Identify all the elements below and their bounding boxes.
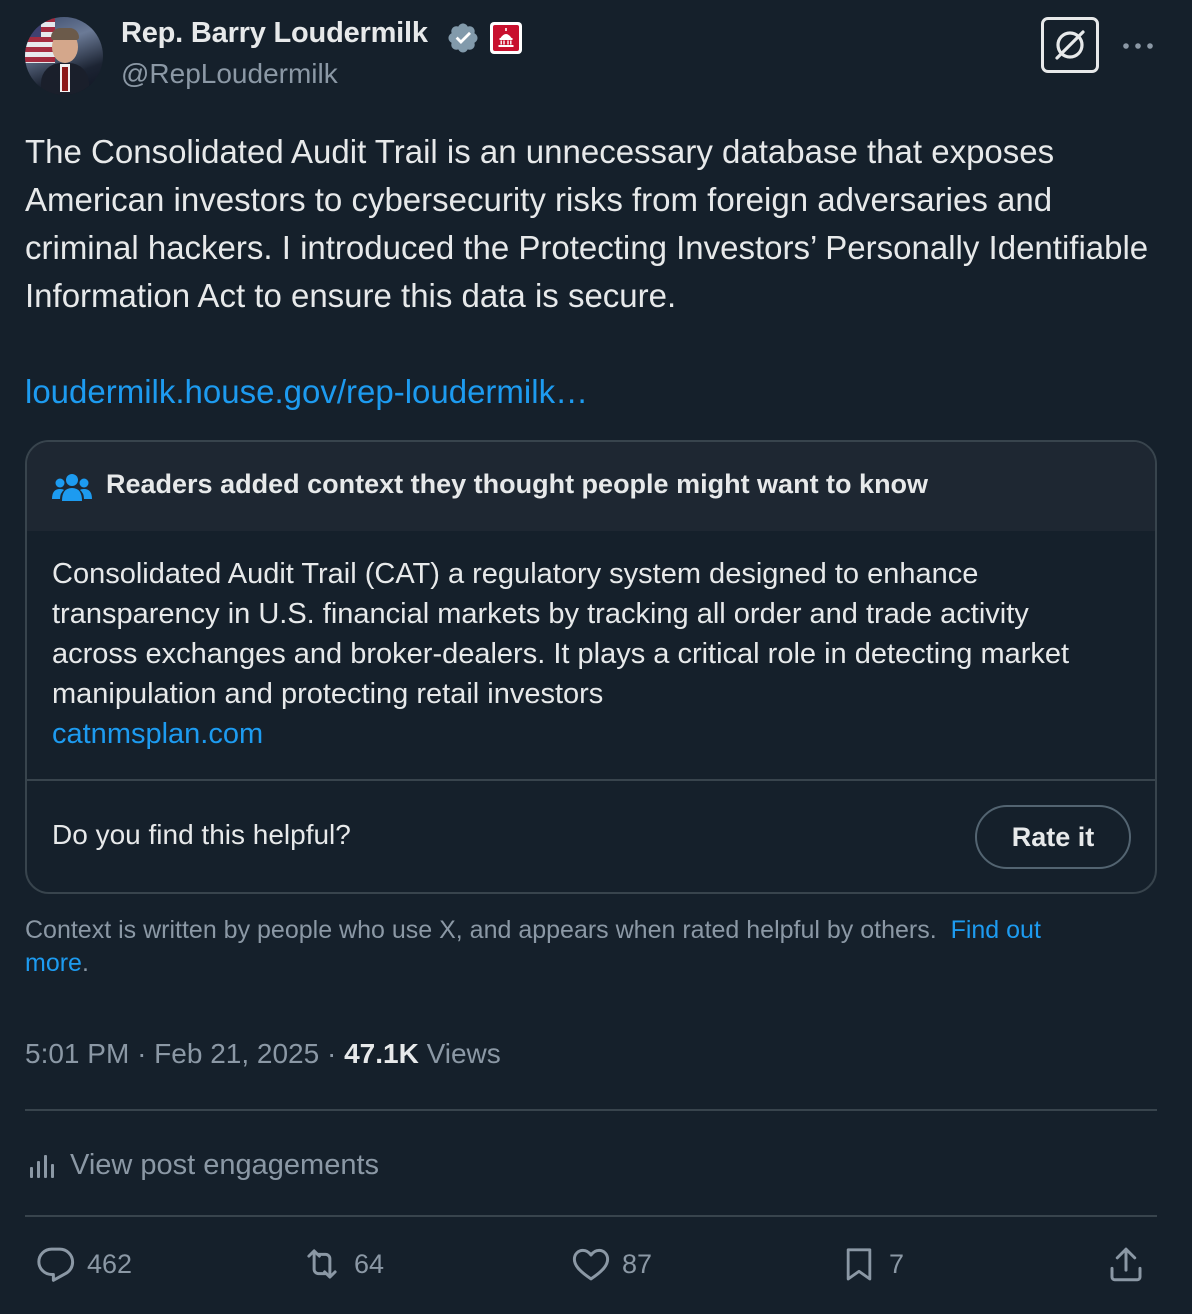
context-disclaimer xyxy=(25,914,1135,980)
community-note-header xyxy=(27,442,1155,531)
more-options-button[interactable] xyxy=(1118,28,1158,64)
post-meta xyxy=(25,1038,501,1070)
rate-it-button[interactable]: Rate it xyxy=(975,805,1131,869)
helpful-question: Do you find this helpful? xyxy=(52,819,351,850)
avatar-tie-detail xyxy=(62,67,68,91)
community-note-divider xyxy=(27,779,1155,781)
divider-top xyxy=(25,1109,1157,1111)
repost-icon xyxy=(300,1243,344,1285)
post-date[interactable]: Feb 21, 2025 xyxy=(154,1038,320,1069)
like-button[interactable] xyxy=(570,1240,652,1288)
find-out-more-link[interactable]: Find out xyxy=(950,916,1041,944)
meta-separator: · xyxy=(326,1038,337,1069)
analytics-bars-icon xyxy=(28,1151,56,1179)
community-note-title: Readers added context they thought people might want to know xyxy=(106,469,929,499)
reply-count: 462 xyxy=(87,1248,133,1279)
reply-button[interactable] xyxy=(35,1240,132,1288)
grok-button[interactable] xyxy=(1041,17,1099,73)
us-capitol-badge-icon[interactable] xyxy=(490,22,522,54)
find-out-more-link-continued[interactable]: more xyxy=(25,949,82,977)
more-dots-icon xyxy=(1121,41,1155,51)
views-label: Views xyxy=(426,1038,501,1069)
tweet-link[interactable]: loudermilk.house.gov/rep-loudermilk… xyxy=(25,373,589,410)
share-button[interactable] xyxy=(1105,1240,1157,1288)
heart-icon xyxy=(570,1243,612,1285)
verified-badge-icon[interactable] xyxy=(446,21,480,55)
tweet-text: The Consolidated Audit Trail is an unnecessary database that exposes American investors to cybersecurity risks from foreign adversaries and criminal hackers. I introduced the Protecting Investors’ Personally Identifiable Information Act to ensure this data is secure. xyxy=(25,133,1149,314)
avatar-flag-detail xyxy=(25,17,55,63)
views-count: 47.1K xyxy=(344,1038,419,1069)
avatar-hair-detail xyxy=(51,28,79,40)
share-icon xyxy=(1105,1243,1147,1285)
capitol-dome-icon xyxy=(493,25,519,51)
community-note xyxy=(25,440,1157,894)
repost-count: 64 xyxy=(354,1248,385,1279)
divider-bottom xyxy=(25,1215,1157,1217)
bookmark-button[interactable] xyxy=(839,1240,904,1288)
post-time[interactable]: 5:01 PM xyxy=(25,1038,130,1069)
meta-separator: · xyxy=(137,1038,147,1069)
community-note-body: Consolidated Audit Trail (CAT) a regulatory system designed to enhance transparency in U.S. financial markets by tracking all order and trade activity across exchanges and broker-dealers. It plays a critical role in detecting market manipulation and protecting retail investors xyxy=(52,558,1070,710)
author-avatar[interactable] xyxy=(25,17,103,95)
bookmark-icon xyxy=(839,1243,879,1285)
people-group-icon xyxy=(52,471,92,503)
view-post-engagements-label: View post engagements xyxy=(70,1148,380,1181)
author-handle[interactable]: @RepLoudermilk xyxy=(121,58,338,89)
reply-icon xyxy=(35,1243,77,1285)
like-count: 87 xyxy=(622,1248,653,1279)
repost-button[interactable] xyxy=(300,1240,384,1288)
context-disclaimer-text: Context is written by people who use X, and appears when rated helpful by others. xyxy=(25,916,937,944)
author-name[interactable]: Rep. Barry Loudermilk xyxy=(121,17,428,49)
community-note-link[interactable]: catnmsplan.com xyxy=(52,718,264,750)
bookmark-count: 7 xyxy=(889,1248,905,1279)
view-post-engagements-button[interactable] xyxy=(28,1143,379,1187)
grok-icon xyxy=(1050,25,1090,65)
context-disclaimer-period: . xyxy=(81,949,89,977)
